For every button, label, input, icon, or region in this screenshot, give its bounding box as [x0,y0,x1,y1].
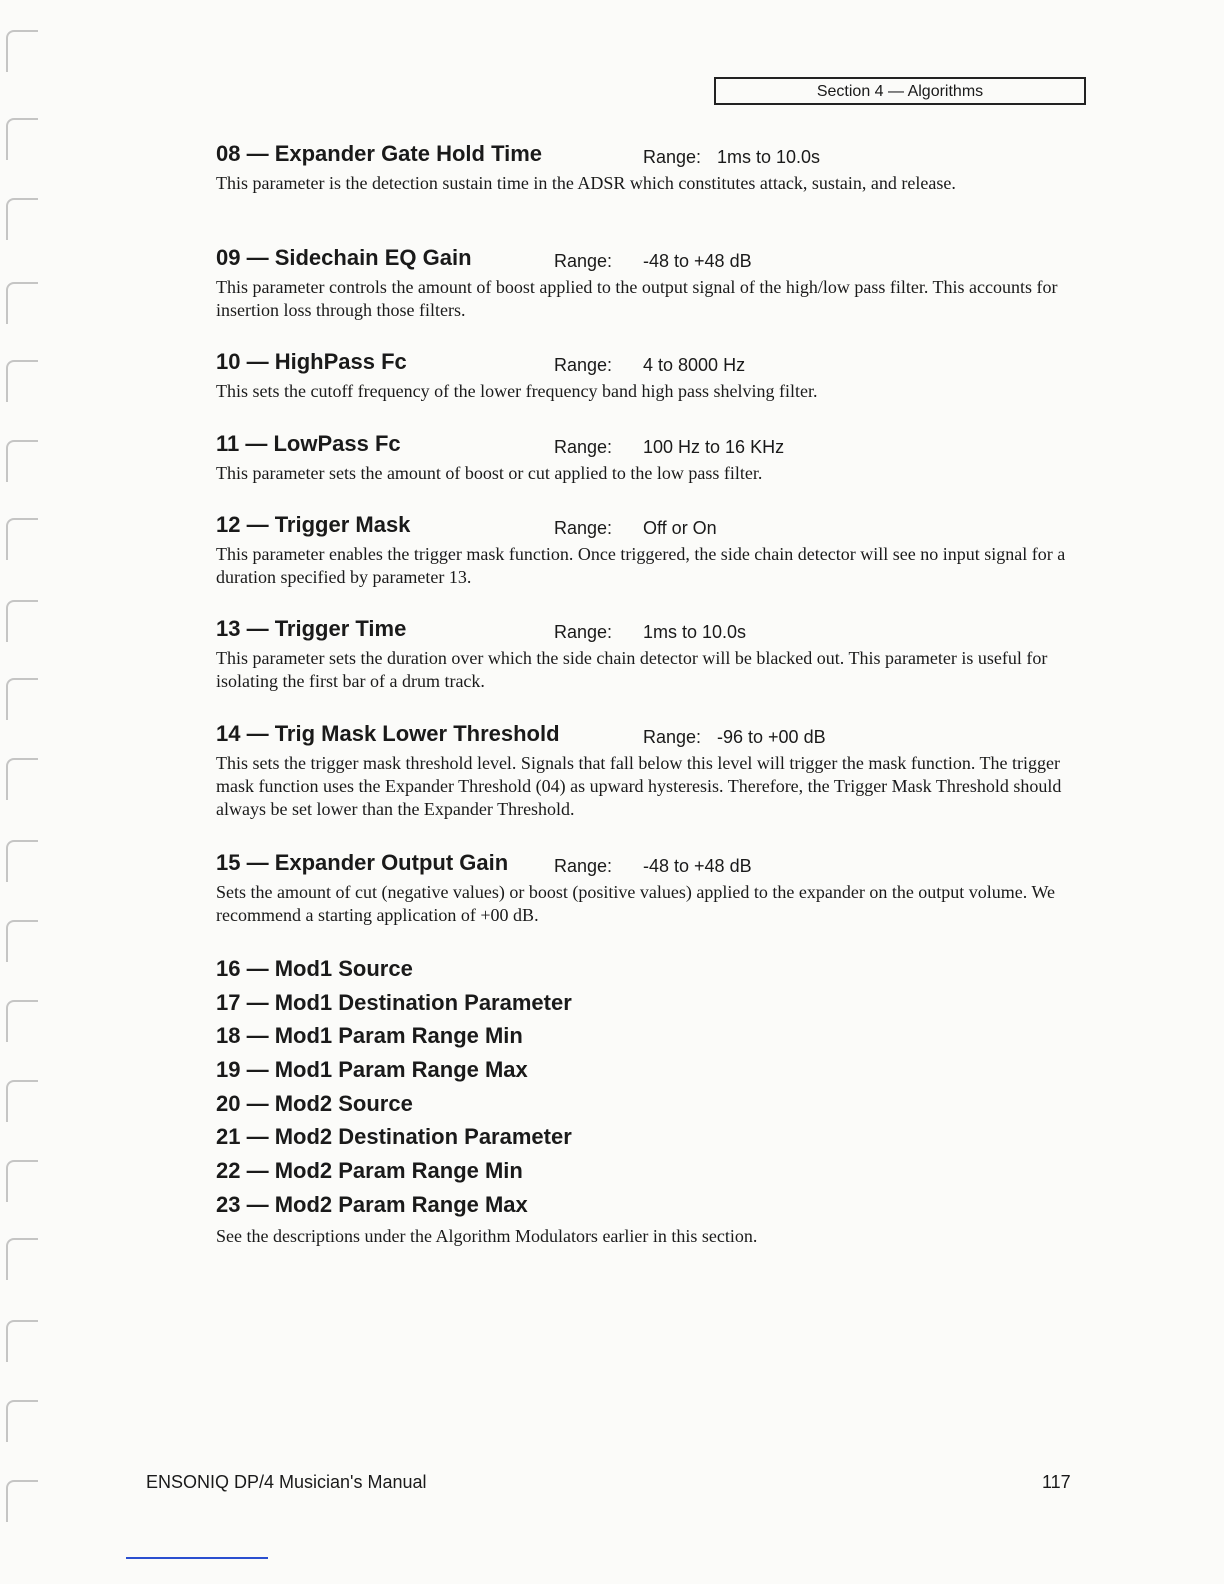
param-14 [216,720,1086,821]
range-value: 1ms to 10.0s [717,147,821,167]
param-name: 10 — HighPass Fc [216,349,407,374]
range-value: 100 Hz to 16 KHz [643,437,785,457]
mod-item: 21 — Mod2 Destination Parameter [216,1124,572,1150]
range-label: Range: [643,147,702,167]
binder-holes [0,0,48,1584]
range-value: 1ms to 10.0s [643,622,747,642]
param-name: 15 — Expander Output Gain [216,850,509,875]
param-description: This parameter sets the amount of boost or cut applied to the low pass filter. [216,463,763,483]
mod-item: 17 — Mod1 Destination Parameter [216,989,572,1015]
modulator-list [216,952,916,1222]
mod-item: 19 — Mod1 Param Range Max [216,1057,528,1083]
param-09 [216,244,1086,322]
range-label: Range: [554,622,613,642]
range-value: Off or On [643,518,717,538]
param-title [216,140,1086,168]
param-name: 13 — Trigger Time [216,616,407,641]
range-value: 4 to 8000 Hz [643,355,746,375]
param-08 [216,140,1086,195]
param-name: 11 — LowPass Fc [216,431,401,456]
param-title [216,348,1086,376]
param-title [216,244,1086,272]
range-label: Range: [554,856,613,876]
range-label: Range: [554,437,613,457]
param-description: Sets the amount of cut (negative values) or boost (positive values) applied to the expander on the output volume. We recommend a starting application of +00 dB. [216,882,1056,925]
mod-item: 23 — Mod2 Param Range Max [216,1191,528,1217]
param-15 [216,849,1086,927]
param-10 [216,348,1086,403]
param-description: This parameter controls the amount of boost applied to the output signal of the high/low pass filter. This accounts for insertion loss through those filters. [216,277,1058,320]
range-value: -96 to +00 dB [717,727,826,747]
param-description: This sets the trigger mask threshold level. Signals that fall below this level will trigger the mask function. The trigger mask function uses the Expander Threshold (04) as upward hysteresis. Therefore, the Trigger Mask Threshold should always be set lower than the Expander Threshold. [216,753,1062,819]
footer-rule [126,1557,268,1559]
section-header: Section 4 — Algorithms [714,77,1086,105]
range-label: Range: [554,355,613,375]
param-12 [216,511,1086,589]
param-name: 12 — Trigger Mask [216,512,411,537]
param-name: 08 — Expander Gate Hold Time [216,141,543,166]
param-name: 14 — Trig Mask Lower Threshold [216,721,560,746]
param-description: This parameter is the detection sustain time in the ADSR which constitutes attack, sustain, and release. [216,173,956,193]
param-description: This parameter enables the trigger mask function. Once triggered, the side chain detector will see no input signal for a duration specified by parameter 13. [216,544,1066,587]
range-label: Range: [554,251,613,271]
param-11 [216,430,1086,485]
param-title [216,615,1086,643]
param-title [216,430,1086,458]
range-label: Range: [643,727,702,747]
page-number: 117 [1042,1472,1071,1492]
mod-item: 20 — Mod2 Source [216,1090,413,1116]
range-value: -48 to +48 dB [643,251,752,271]
param-title [216,720,1086,748]
footer-title: ENSONIQ DP/4 Musician's Manual [146,1472,427,1492]
param-description: This parameter sets the duration over which the side chain detector will be blacked out. This parameter is useful for isolating the first bar of a drum track. [216,648,1048,691]
range-label: Range: [554,518,613,538]
mod-item: 22 — Mod2 Param Range Min [216,1158,523,1184]
mod-item: 18 — Mod1 Param Range Min [216,1023,523,1049]
param-title [216,849,1086,877]
mod-item: 16 — Mod1 Source [216,956,413,981]
param-13 [216,615,1086,693]
param-description: This sets the cutoff frequency of the lower frequency band high pass shelving filter. [216,381,818,401]
mods-note: See the descriptions under the Algorithm Modulators earlier in this section. [216,1226,758,1246]
param-name: 09 — Sidechain EQ Gain [216,245,472,270]
range-value: -48 to +48 dB [643,856,752,876]
param-title [216,511,1086,539]
